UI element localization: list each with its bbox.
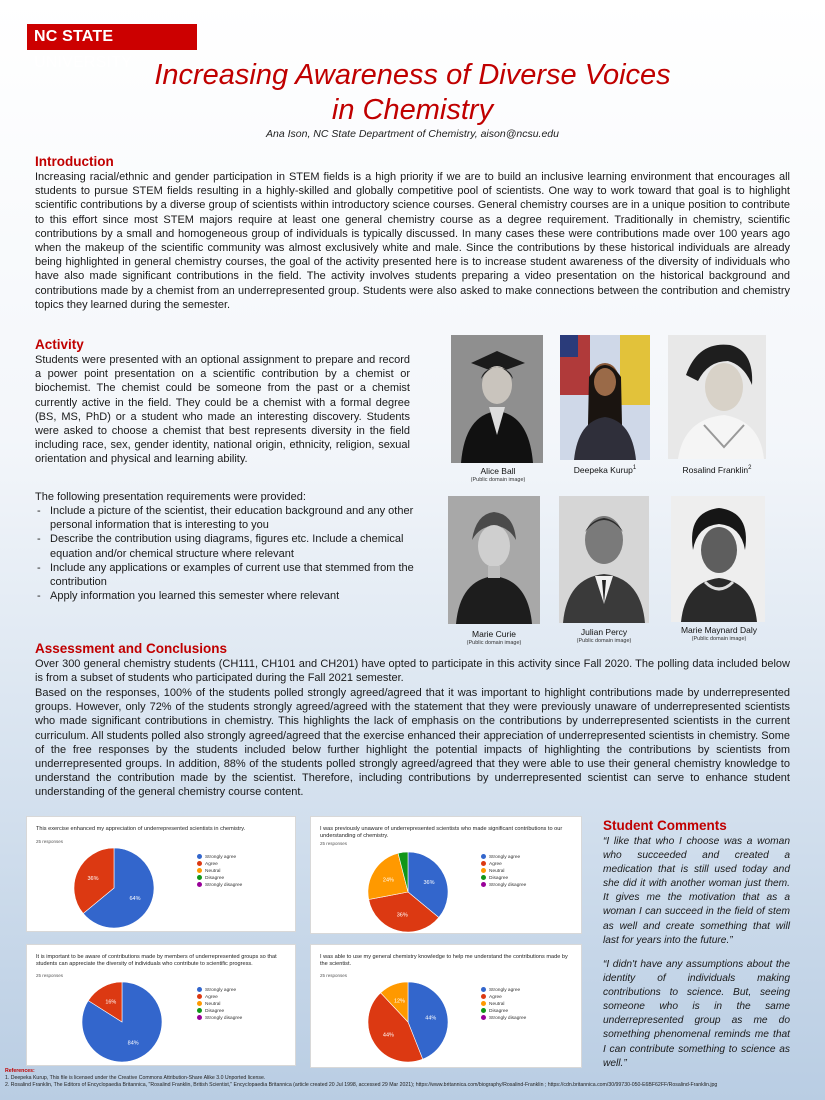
legend-label: Neutral (205, 1002, 221, 1007)
legend-item (197, 1008, 242, 1015)
pie-data-label: 12% (393, 998, 405, 1005)
legend-label: Disagree (205, 1009, 225, 1014)
poll-card-appreciation (26, 816, 296, 932)
footnote-marker: 2 (748, 465, 752, 472)
legend-item (197, 868, 242, 875)
requirements-intro: The following presentation requirements were provided: (35, 491, 306, 503)
scientist-name: Marie Curie (472, 629, 516, 639)
legend-label: Neutral (489, 869, 505, 874)
introduction-text: Increasing racial/ethnic and gender participation in STEM fields is a high priority if we are to build an inclusive learning environment that encourages all students to pursue STEM fields resulting in a highly-skilled and globally competitive pool of scientists. One way to work toward that goal is to highlight scientific contributions by a diverse group of scientists within introductory science courses. General chemistry courses are in a unique position to contribute to this effort since most STEM majors require at least one general chemistry course as a degree requirement. Traditionally in chemistry, scientific contributions by a small and homogeneous group of individuals is typically discussed. In many cases these were contributions made over 100 years ago when the makeup of the scientific community was almost exclusively white and male. Since the contributions by these historical individuals are already being highlighted in general chemistry courses, the goal of the activity presented here is to increase student awareness of the diversity of individuals who have also made significant contributions in the field. The activity involves students preparing a video presentation on the historical background and contributions made by a chemist from an underrepresented group. Students were also asked to make connections between the contribution and chemistry topics they learned during the semester. (35, 171, 790, 311)
deepeka-kurup-photo (560, 335, 650, 460)
poll-responses: 25 responses (36, 839, 64, 844)
scientist-name: Deepeka Kurup (573, 465, 633, 475)
marie-maynard-daly-photo (671, 496, 765, 622)
legend-swatch (481, 854, 486, 859)
student-comments-heading: Student Comments (603, 818, 727, 833)
legend-label: Strongly agree (205, 855, 237, 860)
image-credit: (Public domain image) (691, 636, 747, 642)
requirement-item: - Include a picture of the scientist, their education background and any other personal information that is interesting to you (35, 504, 425, 532)
legend-swatch (481, 1015, 486, 1020)
legend-item (481, 994, 526, 1001)
legend-label: Strongly disagree (489, 1016, 527, 1021)
chart-legend (197, 854, 242, 889)
image-credit: (Public domain image) (466, 640, 522, 646)
legend-label: Strongly agree (489, 988, 521, 993)
chart-legend (197, 987, 242, 1022)
pie-chart (77, 977, 167, 1067)
legend-item (481, 1001, 526, 1008)
legend-swatch (197, 994, 202, 999)
legend-swatch (481, 868, 486, 873)
legend-item (481, 882, 526, 889)
introduction-heading: Introduction (35, 154, 114, 169)
legend-item (197, 861, 242, 868)
pie-data-label: 44% (425, 1015, 437, 1022)
legend-swatch (197, 854, 202, 859)
references-heading: References: (5, 1068, 35, 1074)
pie-data-label: 36% (87, 876, 99, 883)
deepeka-kurup-caption (545, 465, 665, 475)
pie-data-label: 44% (382, 1032, 394, 1039)
legend-swatch (481, 994, 486, 999)
marie-curie-caption (434, 629, 554, 646)
legend-item (481, 875, 526, 882)
poll-responses: 25 responses (320, 841, 348, 846)
legend-item (481, 1015, 526, 1022)
student-quote-2: “I didn't have any assumptions about the identity of individuals making contributions to science. But, seeing someone who is in the same underrepresented group as me do something phenomenal reminds me that I can contribute something to science as well.” (603, 959, 790, 1069)
legend-swatch (197, 875, 202, 880)
legend-swatch (481, 875, 486, 880)
assessment-paragraph-1: Over 300 general chemistry students (CH111, CH101 and CH201) have opted to participate in this activity since Fall 2020. The polling data included below is from a subset of students who participated during the Fall 2021 semester. (35, 658, 790, 685)
julian-percy-caption (544, 627, 664, 644)
alice-ball-caption (438, 466, 558, 483)
poll-responses: 25 responses (36, 973, 64, 978)
rosalind-franklin-photo (668, 335, 766, 459)
pie-data-label: 16% (105, 999, 117, 1006)
legend-label: Strongly disagree (489, 883, 527, 888)
poll-question: I was previously unaware of underrepresented scientists who made significant contributions to our understanding of chemistry. (320, 826, 563, 839)
legend-label: Strongly disagree (205, 883, 243, 888)
logo-rest-text: UNIVERSITY (34, 54, 133, 71)
pie-chart (69, 843, 159, 933)
scientist-name: Marie Maynard Daly (680, 625, 758, 635)
legend-swatch (481, 1008, 486, 1013)
legend-item (481, 854, 526, 861)
references (5, 1068, 820, 1089)
legend-label: Neutral (205, 869, 221, 874)
title-line-1: Increasing Awareness of Diverse Voices (154, 59, 671, 91)
legend-swatch (481, 861, 486, 866)
alice-ball-photo (451, 335, 543, 463)
university-logo (27, 24, 197, 71)
legend-swatch (481, 882, 486, 887)
student-quote-1: “I like that who I choose was a woman who succeeded and created a medication that is still used today and she did it with another woman just them. It gives me the motivation that as a woman I can succeed in the field of stem as well and create something that will last for years into the future.” (603, 836, 790, 946)
pie-chart (363, 977, 453, 1067)
logo-bold-text: NC STATE (34, 28, 114, 45)
legend-swatch (197, 882, 202, 887)
chart-legend (481, 854, 526, 889)
image-credit: (Public domain image) (470, 477, 526, 483)
author-line: Ana Ison, NC State Department of Chemistry, aison@ncsu.edu (266, 128, 559, 140)
scientist-name: Julian Percy (580, 627, 628, 637)
legend-label: Strongly agree (489, 855, 521, 860)
requirement-item: - Apply information you learned this semester where relevant (35, 589, 425, 603)
pie-data-label: 36% (396, 912, 408, 919)
assessment-paragraph-2: Based on the responses, 100% of the students polled strongly agreed/agreed that it was important to highlight contributions made by underrepresented groups. However, only 72% of the students strongly agreed/agreed with the statement that they were previously unaware of underrepresented scientists who made significant contributions in chemistry. This highlights the lack of emphasis on the contributions by underrepresented scientists in the current curriculum. All students polled also strongly agreed/agreed that the exercise enhanced their appreciation of underrepresented scientists in chemistry. Some of the free responses by the students included below further highlight the potential impacts of highlighting the contributions by scientists from underrepresented groups. In addition, 88% of the students polled strongly agreed/agreed that they were able to use their general chemistry knowledge to understand the contribution made by the scientist. Therefore, including contributions by underrepresented scientist can serve to enhance student understanding of the general chemistry course content. (35, 687, 790, 799)
activity-text: Students were presented with an optional assignment to prepare and record a power point presentation on a scientific contribution by a chemist or biochemist. The chemist could be someone from the past or a chemist currently active in the field. They could be a chemist with a formal degree (BS, MS, PhD) or a student who made an interesting discovery. Students were asked to choose a chemist that best represents diversity in the field including race, sex, gender identity, national origin, ethnicity, religion, sexual orientation and physical and learning ability. (35, 354, 410, 466)
poll-card-knowledge (310, 944, 582, 1068)
pie-data-label: 84% (127, 1040, 139, 1047)
legend-swatch (197, 1015, 202, 1020)
poll-question: This exercise enhanced my appreciation of underrepresented scientists in chemistry. (36, 826, 246, 832)
activity-heading: Activity (35, 337, 84, 352)
legend-label: Agree (205, 862, 218, 867)
legend-label: Agree (205, 995, 218, 1000)
legend-item (197, 987, 242, 994)
marie-maynard-daly-caption (659, 625, 779, 642)
legend-swatch (197, 987, 202, 992)
poll-card-unaware (310, 816, 582, 934)
legend-label: Agree (489, 862, 502, 867)
legend-label: Disagree (205, 876, 225, 881)
image-credit: (Public domain image) (576, 638, 632, 644)
reference-item: 1. Deepeka Kurup, This file is licensed under the Creative Commons Attribution-Share Alike 3.0 Unported license. (5, 1075, 266, 1081)
poll-responses: 25 responses (320, 973, 348, 978)
legend-label: Disagree (489, 876, 509, 881)
footnote-marker: 1 (632, 465, 637, 472)
legend-label: Agree (489, 995, 502, 1000)
pie-chart (363, 847, 453, 937)
legend-item (481, 861, 526, 868)
legend-item (197, 994, 242, 1001)
rosalind-franklin-caption (657, 465, 777, 475)
legend-item (197, 882, 242, 889)
chart-legend (481, 987, 526, 1022)
title-line-2: in Chemistry (331, 94, 494, 126)
pie-data-label: 64% (129, 895, 141, 902)
legend-item (481, 868, 526, 875)
legend-swatch (197, 1001, 202, 1006)
poster-title (0, 58, 825, 128)
legend-item (481, 987, 526, 994)
poll-card-important (26, 944, 296, 1066)
legend-swatch (197, 861, 202, 866)
julian-percy-photo (559, 496, 649, 623)
legend-label: Neutral (489, 1002, 505, 1007)
legend-swatch (481, 987, 486, 992)
poll-question: I was able to use my general chemistry knowledge to help me understand the contributions made by the scientist. (320, 954, 568, 967)
poll-question: It is important to be aware of contributions made by members of underrepresented groups so that students can appreciate the diversity of individuals who contribute to scientific progress. (36, 954, 277, 967)
legend-swatch (481, 1001, 486, 1006)
legend-item (197, 1015, 242, 1022)
requirement-item: - Include any applications or examples of current use that stemmed from the contribution (35, 561, 425, 589)
pie-data-label: 24% (382, 877, 394, 884)
legend-item (197, 1001, 242, 1008)
reference-item: 2. Rosalind Franklin, The Editors of Encyclopaedia Britannica, "Rosalind Franklin, British Scientist," Encyclopaedia Britannica (article created 20 Jul 1998, accessed 29 Mar 2021); https://www.britannica.com/biography/Rosalind-Franklin ; https://cdn.britannica.com/30/99730-050-E6BF62FF/Rosalind-Franklin.jpg (5, 1082, 718, 1088)
requirement-item: - Describe the contribution using diagrams, figures etc. Include a chemical equation and/or chemical structure where relevant (35, 532, 425, 560)
legend-item (197, 875, 242, 882)
marie-curie-photo (448, 496, 540, 624)
legend-label: Strongly agree (205, 988, 237, 993)
requirements-list (35, 504, 425, 603)
assessment-heading: Assessment and Conclusions (35, 641, 228, 656)
scientist-name: Alice Ball (480, 466, 516, 476)
legend-swatch (197, 1008, 202, 1013)
legend-item (481, 1008, 526, 1015)
legend-label: Strongly disagree (205, 1016, 243, 1021)
legend-swatch (197, 868, 202, 873)
scientist-name: Rosalind Franklin (682, 465, 749, 475)
pie-data-label: 36% (423, 880, 435, 887)
legend-label: Disagree (489, 1009, 509, 1014)
legend-item (197, 854, 242, 861)
